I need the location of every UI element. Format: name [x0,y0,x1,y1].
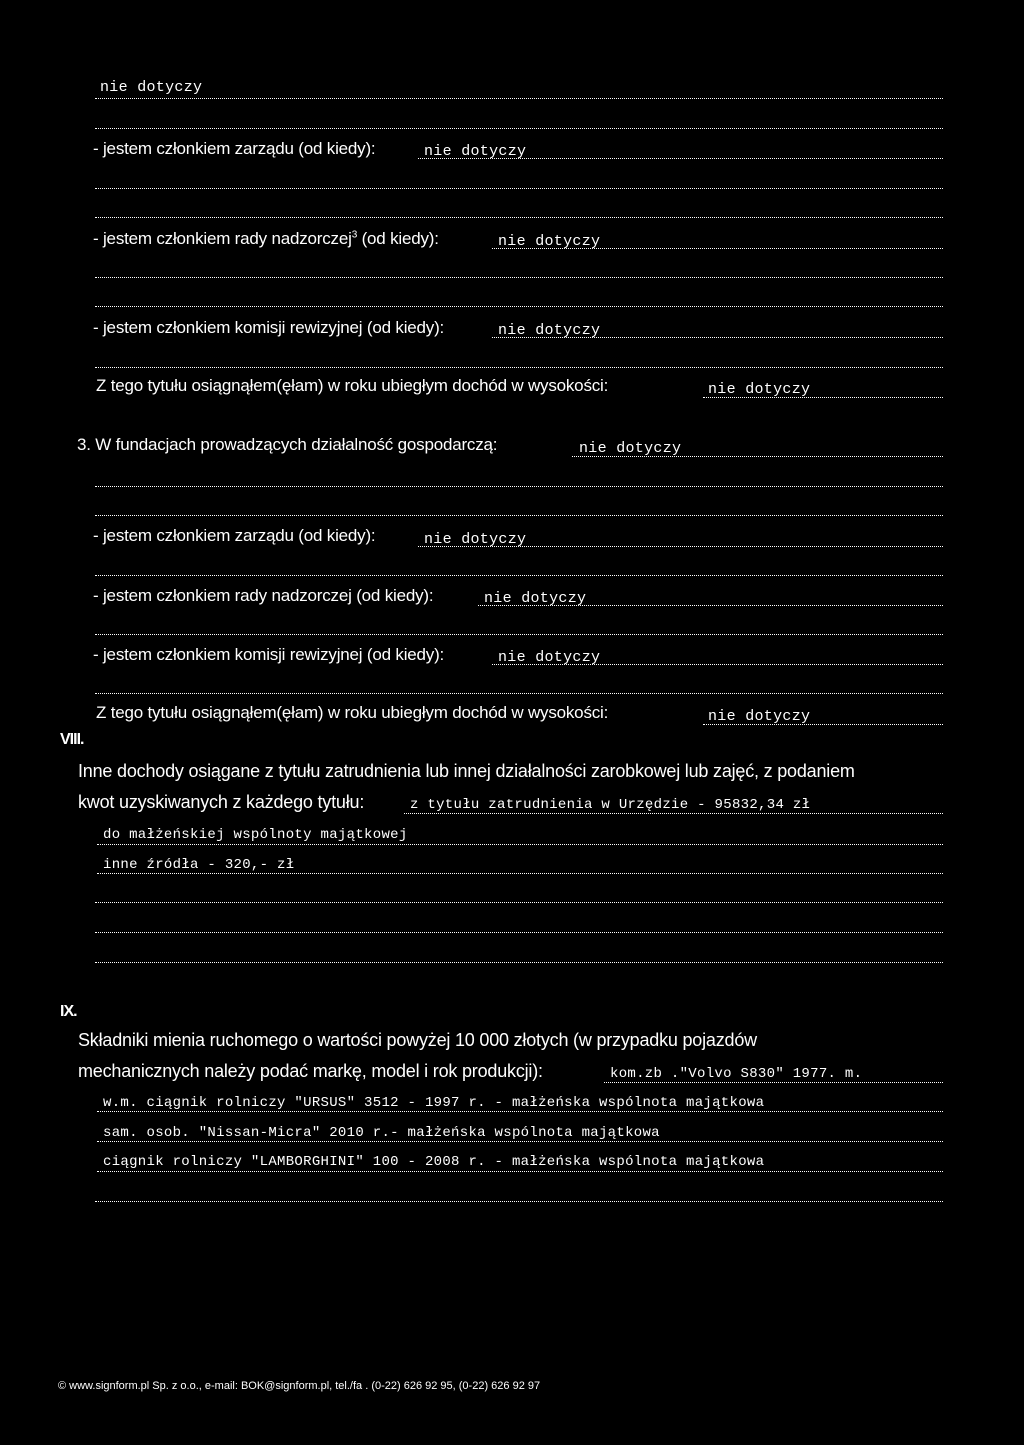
dotted-line [95,306,943,307]
movable-property-value-1: kom.zb ."Volvo S830" 1977. m. [610,1066,863,1082]
board-value: nie dotyczy [424,143,527,160]
dotted-line [95,367,943,368]
foundation-audit-label: - jestem członkiem komisji rewizyjnej (od kiedy): [93,645,445,664]
dotted-line [95,188,943,189]
dotted-line [95,1201,943,1202]
dotted-line [97,844,943,845]
dotted-line [95,128,943,129]
section-ix-text-line2: mechanicznych należy podać markę, model i rok produkcji): [78,1061,543,1081]
dotted-line [95,693,943,694]
other-income-value-2: do małżeńskiej wspólnoty majątkowej [103,827,408,843]
section-viii-number: VIII. [60,731,84,748]
foundation-supervisory-value: nie dotyczy [484,590,587,607]
dotted-line [478,605,943,606]
audit-value: nie dotyczy [498,322,601,339]
supervisory-value: nie dotyczy [498,233,601,250]
section-viii-text-line1: Inne dochody osiągane z tytułu zatrudnienia lub innej działalności zarobkowej lub zajęć, z podaniem [78,761,855,781]
foundations-item-label: 3. W fundacjach prowadzących działalność gospodarczą: [77,435,498,454]
dotted-line [95,98,943,99]
dotted-line [97,873,943,874]
foundation-income-value: nie dotyczy [708,708,811,725]
dotted-line [95,932,943,933]
movable-property-value-4: ciągnik rolniczy "LAMBORGHINI" 100 - 2008 r. - małżeńska wspólnota majątkowa [103,1154,765,1170]
section-viii-text-line2: kwot uzyskiwanych z każdego tytułu: [78,792,365,812]
dotted-line [418,158,943,159]
dotted-line [703,397,943,398]
dotted-line [572,456,943,457]
movable-property-value-3: sam. osob. "Nissan-Micra" 2010 r.- małżeńska wspólnota majątkowa [103,1125,660,1141]
dotted-line [97,1171,943,1172]
section-ix-number: IX. [60,1003,77,1020]
dotted-line [418,546,943,547]
dotted-line [95,486,943,487]
other-income-value-3: inne źródła - 320,- zł [103,857,295,873]
dotted-line [97,1141,943,1142]
section-ix-text-line1: Składniki mienia ruchomego o wartości powyżej 10 000 złotych (w przypadku pojazdów [78,1030,757,1050]
first-value: nie dotyczy [100,79,203,96]
dotted-line [95,634,943,635]
foundation-supervisory-label: - jestem członkiem rady nadzorczej (od kiedy): [93,586,434,605]
dotted-line [492,664,943,665]
dotted-line [404,813,943,814]
dotted-line [95,277,943,278]
other-income-value-1: z tytułu zatrudnienia w Urzędzie - 95832,34 zł [410,797,811,813]
foundation-audit-value: nie dotyczy [498,649,601,666]
dotted-line [95,217,943,218]
supervisory-label: - jestem członkiem rady nadzorczej$^3$ (od kiedy): [93,229,439,248]
dotted-line [95,962,943,963]
dotted-line [95,515,943,516]
board-label: - jestem członkiem zarządu (od kiedy): [93,139,376,158]
dotted-line [492,248,943,249]
footer-copyright: © www.signform.pl Sp. z o.o., e-mail: BOK@signform.pl, tel./fa . (0-22) 626 92 95, (0-22) 626 92 97 [58,1380,541,1392]
income-label: Z tego tytułu osiągnąłem(ęłam) w roku ubiegłym dochód w wysokości: [96,376,609,395]
foundations-value: nie dotyczy [579,440,682,457]
audit-label: - jestem członkiem komisji rewizyjnej (od kiedy): [93,318,445,337]
dotted-line [492,337,943,338]
foundation-board-label: - jestem członkiem zarządu (od kiedy): [93,526,376,545]
foundation-board-value: nie dotyczy [424,531,527,548]
dotted-line [703,724,943,725]
income-value: nie dotyczy [708,381,811,398]
dotted-line [97,1111,943,1112]
dotted-line [95,575,943,576]
dotted-line [95,902,943,903]
foundation-income-label: Z tego tytułu osiągnąłem(ęłam) w roku ubiegłym dochód w wysokości: [96,703,609,722]
dotted-line [604,1082,943,1083]
movable-property-value-2: w.m. ciągnik rolniczy "URSUS" 3512 - 1997 r. - małżeńska wspólnota majątkowa [103,1095,765,1111]
